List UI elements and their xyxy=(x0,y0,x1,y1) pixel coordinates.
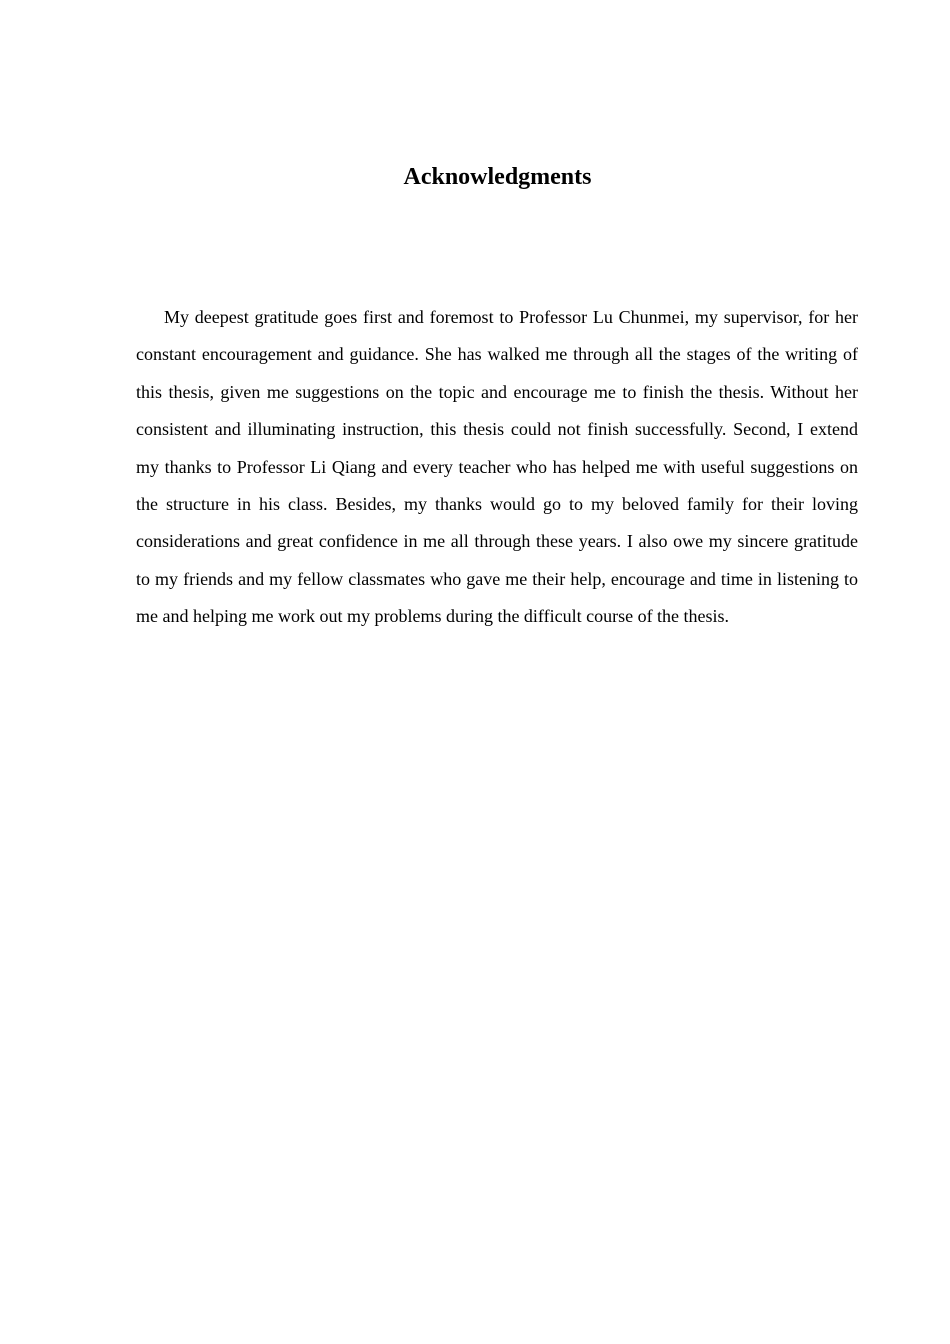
page-title: Acknowledgments xyxy=(403,164,592,190)
acknowledgments-paragraph: My deepest gratitude goes first and foremost to Professor Lu Chunmei, my supervisor, for her constant encouragement and guidance. She has walked me through all the stages of the writing of this thesis, given me suggestions on the topic and encourage me to finish the thesis. Without her consistent and illuminating instruction, this thesis could not finish successfully. Second, I extend my thanks to Professor Li Qiang and every teacher who has helped me with useful suggestions on the structure in his class. Besides, my thanks would go to my beloved family for their loving considerations and great confidence in me all through these years. I also owe my sincere gratitude to my friends and my fellow classmates who gave me their help, encourage and time in listening to me and helping me work out my problems during the difficult course of the thesis. xyxy=(136,307,858,627)
